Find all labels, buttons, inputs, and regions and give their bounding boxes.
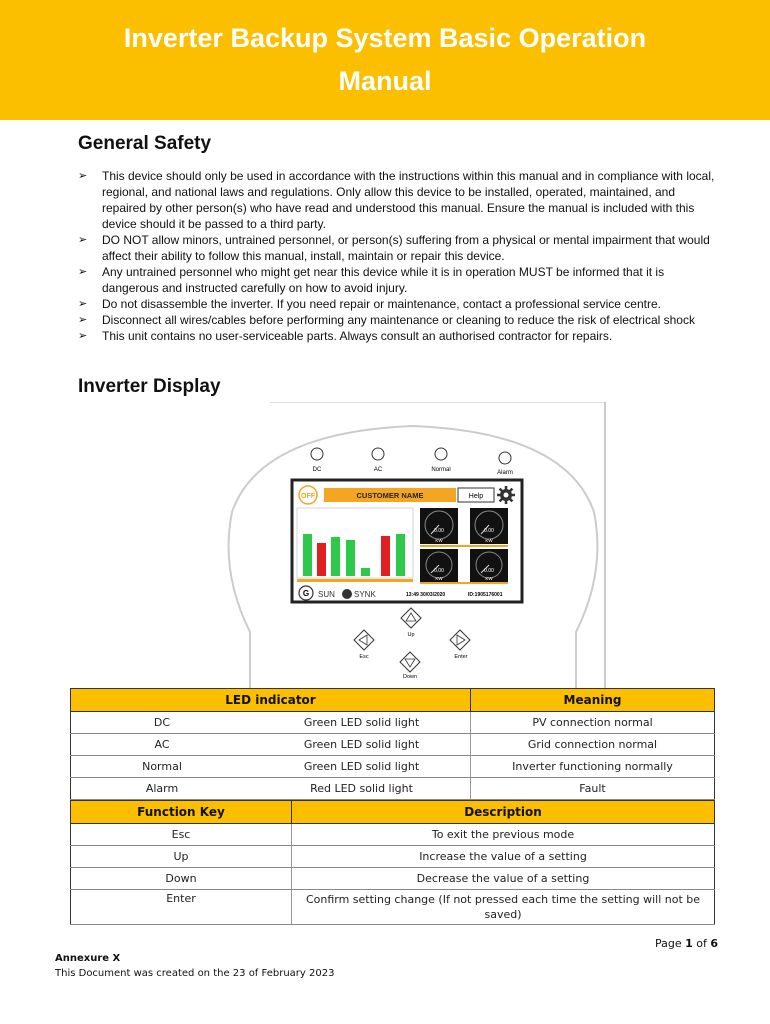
safety-item: ➢ This device should only be used in accordance with the instructions within this manual and in compliance with local, regional, and national laws and regulations. Only allow this device to be installed, operated, maintained, and repaired by other person(s) who have read and understood this manual. Ensure the manual is included with this device should it be passed to a third party. [78, 169, 715, 231]
chart-bar [331, 537, 340, 576]
enter-label: Enter [454, 654, 468, 660]
chart-bar [303, 534, 312, 576]
led-label: Normal [431, 467, 451, 473]
chart-bar [361, 568, 370, 576]
title-line-2: Manual [338, 66, 432, 96]
inverter-display-heading: Inverter Display [78, 376, 221, 397]
gauge [420, 508, 458, 544]
bullet-arrow-icon: ➢ [78, 298, 88, 310]
table-row: Up Increase the value of a setting [71, 846, 715, 868]
table-row: Enter Confirm setting change (If not pressed each time the setting will not be saved) [71, 890, 715, 925]
led-indicator-header: LED indicator [71, 689, 471, 712]
gauge-value: 0.00 [434, 568, 444, 574]
gauge-divider [420, 582, 508, 584]
annexure-label: Annexure X [55, 953, 121, 964]
safety-item: ➢ This unit contains no user-serviceable parts. Always consult an authorised contractor for repairs. [78, 329, 613, 343]
gauge-unit: KW [485, 538, 493, 543]
gauge-value: 0.00 [484, 528, 494, 534]
led-label: AC [373, 467, 383, 473]
gauge-value: 0.00 [434, 528, 444, 534]
table-row: Alarm Red LED solid light Fault [71, 778, 715, 800]
gauge-unit: KW [485, 576, 493, 581]
device-id: ID:1905176001 [468, 592, 503, 598]
gauge-value: 0.00 [484, 568, 494, 574]
function-key-header: Function Key [71, 801, 292, 824]
description-header: Description [292, 801, 715, 824]
bullet-arrow-icon: ➢ [78, 314, 88, 326]
safety-item: ➢ Do not disassemble the inverter. If you need repair or maintenance, contact a professional service centre. [78, 297, 661, 311]
safety-list [78, 168, 718, 344]
safety-item: ➢ Any untrained personnel who might get near this device while it is in operation MUST be informed that it is dangerous and instructed carefully on how to avoid injury. [78, 265, 665, 295]
customer-name: CUSTOMER NAME [356, 491, 424, 500]
brand-right: SYNK [354, 590, 376, 599]
table-row: AC Green LED solid light Grid connection normal [71, 734, 715, 756]
off-label: OFF [301, 493, 315, 500]
gear-icon [497, 486, 515, 504]
led-indicator-table [70, 688, 715, 800]
chart-bar [381, 536, 390, 576]
led-label: Alarm [497, 470, 513, 476]
brand-left: SUN [318, 590, 335, 599]
chart-footer-bar [297, 579, 413, 582]
sunsynk-logo-icon [342, 589, 352, 599]
bullet-arrow-icon: ➢ [78, 266, 88, 278]
esc-label: Esc [359, 654, 369, 660]
page-number: Page 1 of 6 [655, 937, 719, 950]
chart-bar [346, 540, 355, 576]
title-line-1: Inverter Backup System Basic Operation [123, 23, 647, 53]
chart-bar [396, 534, 405, 576]
led-label: DC [312, 467, 322, 473]
chart-bar [317, 543, 326, 576]
page-header [0, 0, 770, 120]
bullet-arrow-icon: ➢ [78, 330, 88, 342]
general-safety-heading: General Safety [78, 133, 212, 154]
safety-item: ➢ Disconnect all wires/cables before performing any maintenance or cleaning to reduce the risk of electrical shock [78, 313, 695, 327]
function-key-table [70, 800, 715, 925]
gauge-unit: KW [435, 538, 443, 543]
table-row: Esc To exit the previous mode [71, 824, 715, 846]
gauge-divider [420, 545, 508, 547]
safety-item: ➢ DO NOT allow minors, untrained personnel, or person(s) suffering from a physical or mental impairment that would affect their ability to follow this manual, install, maintain or repair this device. [78, 233, 710, 263]
bullet-arrow-icon: ➢ [78, 170, 88, 182]
down-label: Down [402, 674, 418, 680]
gauge [420, 549, 458, 582]
g-logo: G [302, 589, 310, 598]
gauge-unit: KW [435, 576, 443, 581]
bullet-arrow-icon: ➢ [78, 234, 88, 246]
created-note: This Document was created on the 23 of February 2023 [55, 968, 335, 979]
inverter-display-diagram [220, 402, 606, 688]
table-row: Normal Green LED solid light Inverter functioning normally [71, 756, 715, 778]
gauge [470, 549, 508, 582]
gauge [470, 508, 508, 544]
up-label: Up [407, 632, 415, 638]
meaning-header: Meaning [471, 689, 715, 712]
timestamp: 13:49 30/03/2020 [406, 592, 446, 598]
table-row: DC Green LED solid light PV connection normal [71, 712, 715, 734]
help-label: Help [468, 493, 484, 500]
table-row: Down Decrease the value of a setting [71, 868, 715, 890]
